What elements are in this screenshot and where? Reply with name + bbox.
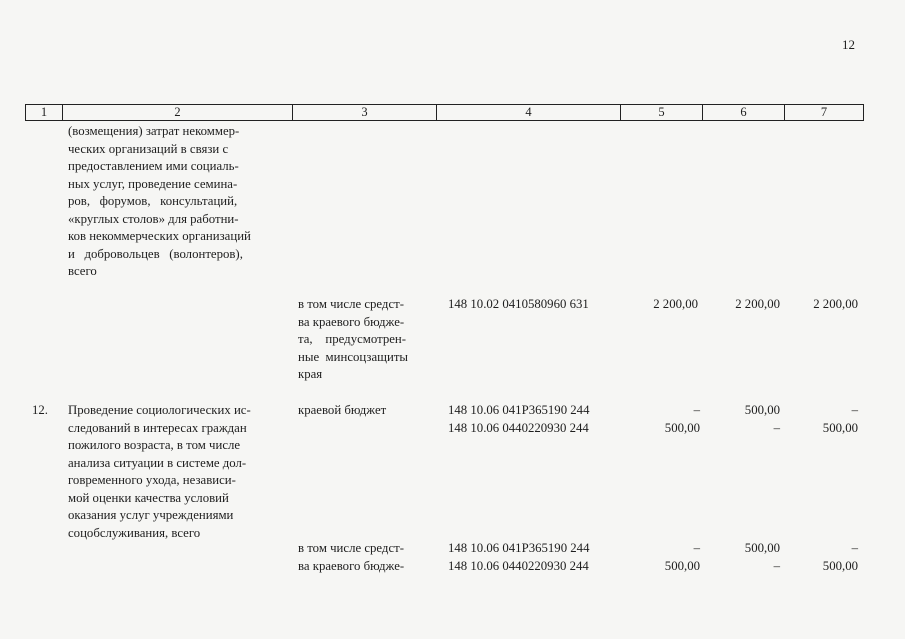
page-number: 12 xyxy=(842,37,855,52)
row-12-sub-col5: – 500,00 xyxy=(664,541,700,573)
column-header-2: 2 xyxy=(62,104,293,121)
row-12-col7: – 500,00 xyxy=(822,403,858,435)
row-continued-col6: 2 200,00 xyxy=(735,297,780,311)
column-header-6: 6 xyxy=(702,104,785,121)
column-header-1: 1 xyxy=(25,104,63,121)
row-12-number: 12. xyxy=(32,403,48,417)
row-12-sub-col7: – 500,00 xyxy=(822,541,858,573)
row-12-sub-col6: 500,00 – xyxy=(744,541,780,573)
row-continued-code: 148 10.02 0410580960 631 xyxy=(448,297,589,311)
column-header-3: 3 xyxy=(292,104,437,121)
row-continued-source: в том числе средст- ва краевого бюдже- та, предусмотрен- ные минсоцзащиты края xyxy=(298,297,409,381)
row-12-codes: 148 10.06 041P365190 244 148 10.06 0440220930 244 xyxy=(448,403,590,435)
row-12-description: Проведение социологических ис- следований в интересах граждан пожилого возраста, в том числе анализа ситуации в системе дол- говременного ухода, независи- мой оценки качества условий оказания услуг учреждениями соцобслуживания, всего xyxy=(68,403,251,540)
row-12-col6: 500,00 – xyxy=(744,403,780,435)
row-continued-col5: 2 200,00 xyxy=(653,297,698,311)
column-header-5: 5 xyxy=(620,104,703,121)
column-header-7: 7 xyxy=(784,104,864,121)
column-header-4: 4 xyxy=(436,104,621,121)
row-12-sub-codes: 148 10.06 041P365190 244 148 10.06 0440220930 244 xyxy=(448,541,590,573)
row-12-source: краевой бюджет xyxy=(298,403,387,417)
row-12-sub-source: в том числе средст- ва краевого бюдже- xyxy=(298,541,405,573)
row-continued-description: (возмещения) затрат некоммер- ческих организаций в связи с предоставлением ими социаль- ных услуг, проведение семина- ров, форумов, консультаций, «круглых столов» для работни- ков некоммерческих организаций и добровольцев (волонтеров), всего xyxy=(68,124,251,278)
row-continued-col7: 2 200,00 xyxy=(813,297,858,311)
row-12-col5: – 500,00 xyxy=(664,403,700,435)
